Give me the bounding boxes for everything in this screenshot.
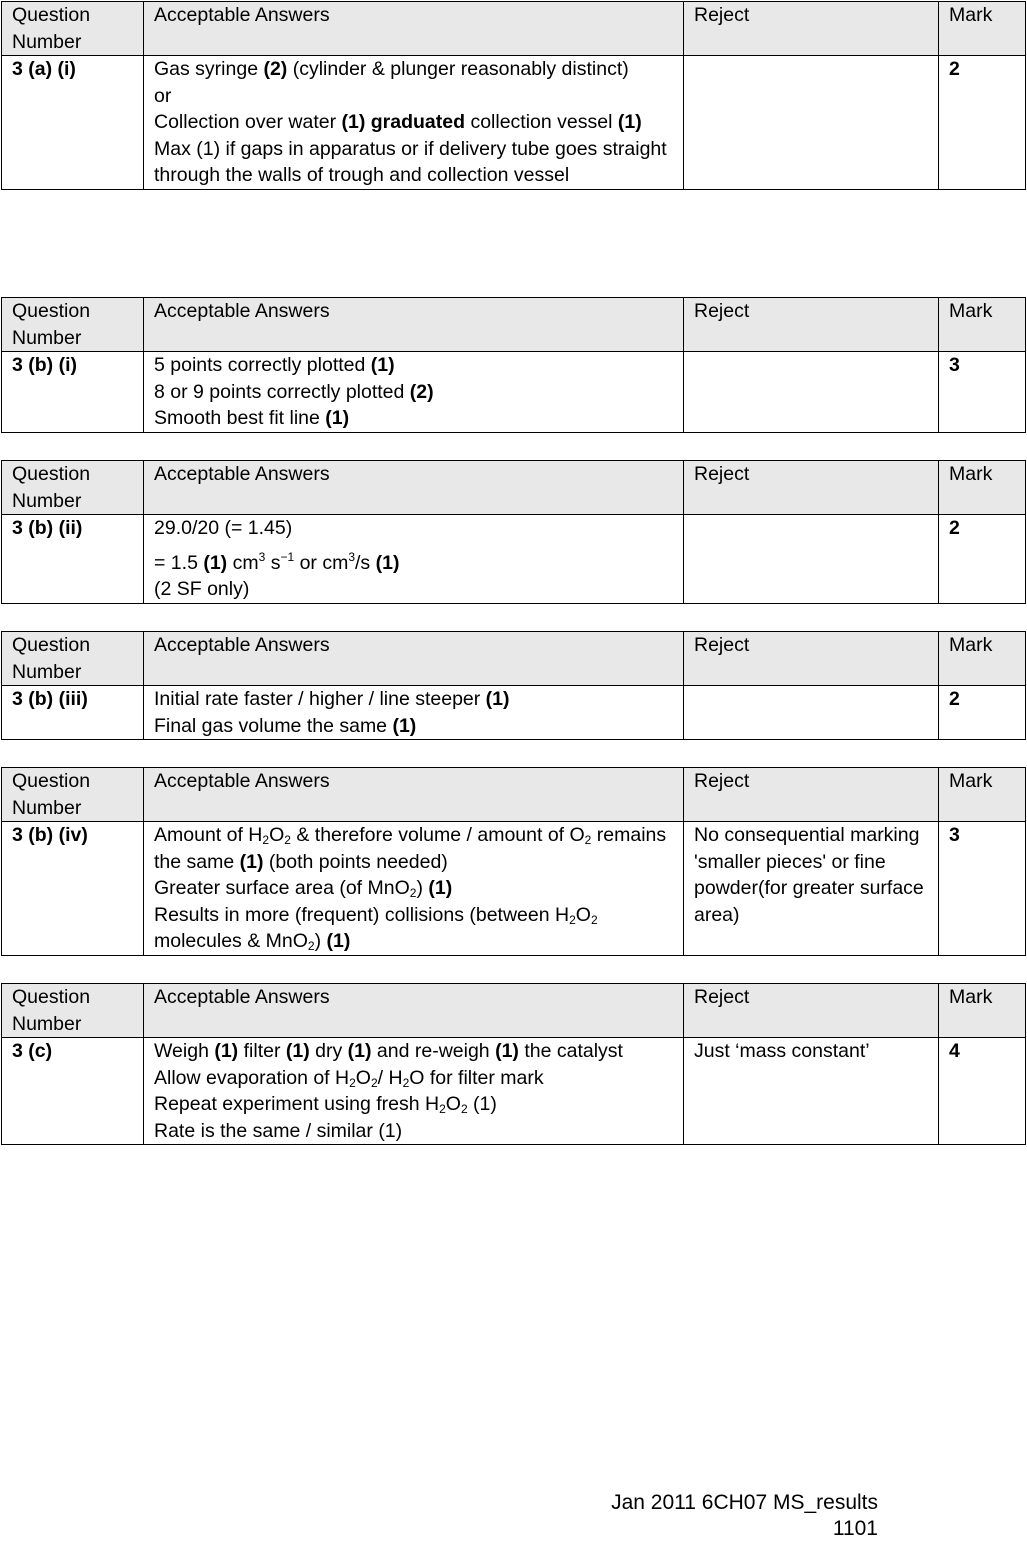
acceptable-answers: Gas syringe (2) (cylinder & plunger reasonably distinct) or Collection over water (1) graduated collection vessel (1) Max (1) if gaps in apparatus or if delivery tube goes straight through the walls of trough and collection vessel	[144, 56, 684, 190]
header-question-number: Question Number	[2, 298, 144, 352]
reject-cell: No consequential marking 'smaller pieces' or fine powder(for greater surface area)	[684, 822, 939, 956]
header-question-number: Question Number	[2, 768, 144, 822]
mark-table-3bii	[1, 460, 1026, 604]
header-mark: Mark	[939, 461, 1026, 515]
mark-value: 2	[939, 56, 1026, 190]
header-reject: Reject	[684, 768, 939, 822]
question-number: 3 (b) (iii)	[2, 686, 144, 740]
header-mark: Mark	[939, 632, 1026, 686]
header-reject: Reject	[684, 984, 939, 1038]
header-acceptable-answers: Acceptable Answers	[144, 298, 684, 352]
header-reject: Reject	[684, 298, 939, 352]
mark-table-3c	[1, 983, 1026, 1145]
header-question-number: Question Number	[2, 2, 144, 56]
answer-row	[2, 515, 1026, 604]
header-reject: Reject	[684, 632, 939, 686]
reject-cell	[684, 352, 939, 433]
header-question-number: Question Number	[2, 984, 144, 1038]
reject-cell	[684, 56, 939, 190]
mark-value: 2	[939, 515, 1026, 604]
question-number: 3 (b) (iv)	[2, 822, 144, 956]
header-question-number: Question Number	[2, 632, 144, 686]
header-row	[2, 298, 1026, 352]
mark-value: 3	[939, 352, 1026, 433]
footer-page-number: 1101	[832, 1517, 878, 1540]
header-row	[2, 2, 1026, 56]
header-acceptable-answers: Acceptable Answers	[144, 461, 684, 515]
reject-cell	[684, 515, 939, 604]
header-mark: Mark	[939, 2, 1026, 56]
answer-row	[2, 56, 1026, 190]
reject-cell	[684, 686, 939, 740]
header-row	[2, 984, 1026, 1038]
mark-table-3biv	[1, 767, 1026, 956]
header-acceptable-answers: Acceptable Answers	[144, 2, 684, 56]
answer-row	[2, 1038, 1026, 1145]
header-row	[2, 632, 1026, 686]
header-mark: Mark	[939, 984, 1026, 1038]
header-question-number: Question Number	[2, 461, 144, 515]
acceptable-answers: 5 points correctly plotted (1) 8 or 9 points correctly plotted (2) Smooth best fit line (1)	[144, 352, 684, 433]
question-number: 3 (b) (i)	[2, 352, 144, 433]
reject-cell: Just ‘mass constant’	[684, 1038, 939, 1145]
header-acceptable-answers: Acceptable Answers	[144, 768, 684, 822]
mark-table-3bi	[1, 297, 1026, 433]
footer-document-id: Jan 2011 6CH07 MS_results	[611, 1491, 878, 1514]
question-number: 3 (c)	[2, 1038, 144, 1145]
header-row	[2, 461, 1026, 515]
answer-row	[2, 822, 1026, 956]
acceptable-answers: Amount of $H_2O_2$ & therefore volume / amount of $O_2$ remains the same (1) (both points needed) Greater surface area (of MnO$_2$) (1) Results in more (frequent) collisions (between $H_2O_2$ molecules & MnO$_2$) (1)	[144, 822, 684, 956]
mark-table-3biii	[1, 631, 1026, 740]
acceptable-answers: Weigh (1) filter (1) dry (1) and re-weigh (1) the catalyst Allow evaporation of $H_2O_2/$ $H_2O$ for filter mark Repeat experiment using fresh $H_2O_2$ (1) Rate is the same / similar (1)	[144, 1038, 684, 1145]
header-acceptable-answers: Acceptable Answers	[144, 984, 684, 1038]
header-mark: Mark	[939, 768, 1026, 822]
mark-value: 2	[939, 686, 1026, 740]
header-acceptable-answers: Acceptable Answers	[144, 632, 684, 686]
header-reject: Reject	[684, 2, 939, 56]
question-number: 3 (b) (ii)	[2, 515, 144, 604]
page-footer	[560, 1490, 878, 1542]
header-mark: Mark	[939, 298, 1026, 352]
acceptable-answers: Initial rate faster / higher / line steeper (1) Final gas volume the same (1)	[144, 686, 684, 740]
acceptable-answers: 29.0/20 (= 1.45) = 1.5 (1) $cm^3$ $s^{-1}$ or $cm^3/s$ (1) (2 SF only)	[144, 515, 684, 604]
header-row	[2, 768, 1026, 822]
mark-value: 3	[939, 822, 1026, 956]
header-reject: Reject	[684, 461, 939, 515]
mark-table-3ai	[1, 1, 1026, 190]
question-number: 3 (a) (i)	[2, 56, 144, 190]
answer-row	[2, 686, 1026, 740]
mark-value: 4	[939, 1038, 1026, 1145]
answer-row	[2, 352, 1026, 433]
